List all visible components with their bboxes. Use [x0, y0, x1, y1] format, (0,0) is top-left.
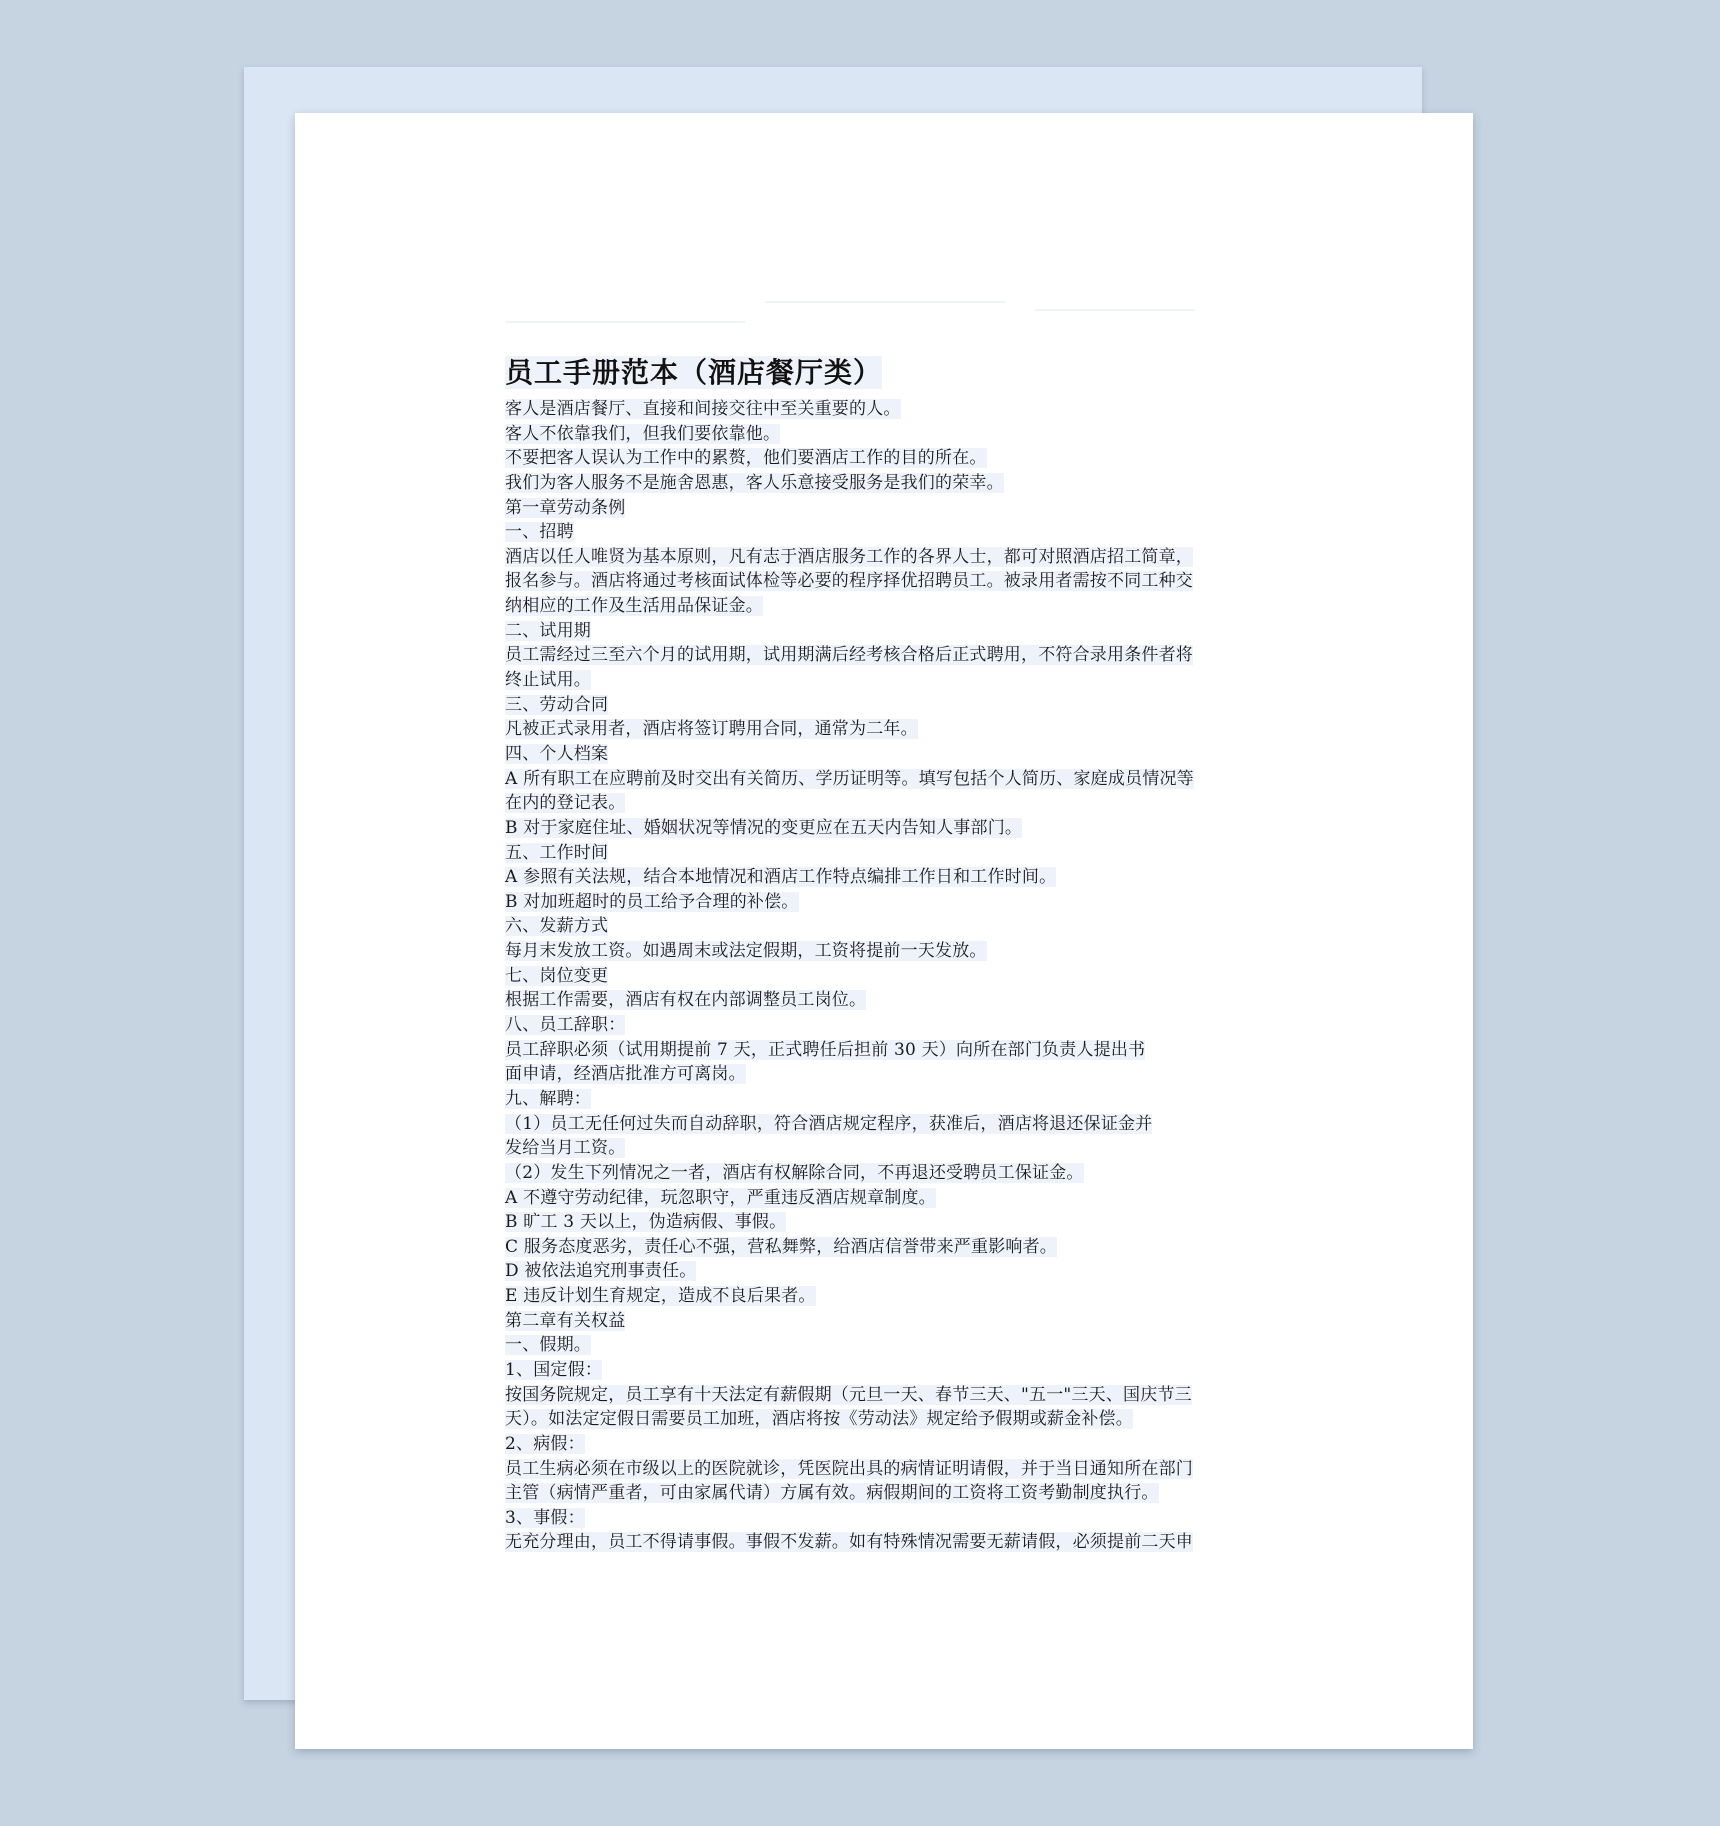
- document-line: 客人是酒店餐厅、直接和间接交往中至关重要的人。: [505, 399, 901, 419]
- document-line: B 对于家庭住址、婚姻状况等情况的变更应在五天内告知人事部门。: [505, 817, 1023, 838]
- document-line: A 参照有关法规，结合本地情况和酒店工作特点编排工作日和工作时间。: [505, 867, 1057, 888]
- document-line: 员工需经过三至六个月的试用期，试用期满后经考核合格后正式聘用，不符合录用条件者将: [505, 645, 1193, 666]
- document-line: 按国务院规定，员工享有十天法定有薪假期（元旦一天、春节三天、"五一"三天、国庆节三: [505, 1384, 1192, 1405]
- document-line: 五、工作时间: [505, 842, 609, 863]
- document-line: E 违反计划生育规定，造成不良后果者。: [505, 1286, 816, 1307]
- document-page: [295, 113, 1473, 1749]
- document-line: 天）。如法定定假日需要员工加班，酒店将按《劳动法》规定给予假期或薪金补偿。: [505, 1409, 1133, 1430]
- document-line: 凡被正式录用者，酒店将签订聘用合同，通常为二年。: [505, 719, 918, 740]
- document-line: 四、个人档案: [505, 743, 609, 764]
- document-line: 无充分理由，员工不得请事假。事假不发薪。如有特殊情况需要无薪请假，必须提前二天申: [505, 1532, 1193, 1553]
- document-line: 发给当月工资。: [505, 1138, 626, 1159]
- document-line: 七、岗位变更: [505, 965, 609, 986]
- document-line: 一、假期。: [505, 1335, 591, 1356]
- document-content: [505, 353, 1265, 1555]
- document-line: 第二章有关权益: [505, 1310, 626, 1331]
- document-line: 不要把客人误认为工作中的累赘，他们要酒店工作的目的所在。: [505, 448, 987, 469]
- document-line: D 被依法追究刑事责任。: [505, 1261, 697, 1282]
- faint-rule: [1035, 309, 1195, 311]
- document-line: 主管（病情严重者，可由家属代请）方属有效。病假期间的工资将工资考勤制度执行。: [505, 1483, 1159, 1504]
- document-line: 在内的登记表。: [505, 793, 626, 814]
- document-line: A 不遵守劳动纪律，玩忽职守，严重违反酒店规章制度。: [505, 1187, 936, 1208]
- document-line: 酒店以任人唯贤为基本原则，凡有志于酒店服务工作的各界人士，都可对照酒店招工简章，: [505, 546, 1193, 567]
- document-line: 客人不依靠我们，但我们要依靠他。: [505, 423, 781, 444]
- document-line: 纳相应的工作及生活用品保证金。: [505, 596, 763, 617]
- document-line: 员工生病必须在市级以上的医院就诊，凭医院出具的病情证明请假，并于当日通知所在部门: [505, 1458, 1193, 1479]
- document-line: B 对加班超时的员工给予合理的补偿。: [505, 891, 799, 912]
- document-line: 2、病假：: [505, 1433, 585, 1454]
- document-line: 一、招聘: [505, 522, 574, 543]
- document-line: 我们为客人服务不是施舍恩惠，客人乐意接受服务是我们的荣幸。: [505, 472, 1004, 493]
- document-line: 六、发薪方式: [505, 916, 609, 937]
- document-line: （1）员工无任何过失而自动辞职，符合酒店规定程序，获准后，酒店将退还保证金并: [505, 1113, 1153, 1134]
- document-line: 八、员工辞职：: [505, 1015, 626, 1036]
- document-line: 每月末发放工资。如遇周末或法定假期，工资将提前一天发放。: [505, 941, 987, 962]
- document-line: 二、试用期: [505, 620, 591, 641]
- faint-rule: [765, 301, 1005, 303]
- faint-rule: [505, 321, 745, 323]
- document-line: （2）发生下列情况之一者，酒店有权解除合同，不再退还受聘员工保证金。: [505, 1162, 1084, 1183]
- document-line: 1、国定假：: [505, 1359, 603, 1380]
- document-line: 第一章劳动条例: [505, 497, 626, 518]
- document-line: A 所有职工在应聘前及时交出有关简历、学历证明等。填写包括个人简历、家庭成员情况等: [505, 768, 1194, 789]
- document-line: 面申请，经酒店批准方可离岗。: [505, 1064, 746, 1085]
- document-line: B 旷工 3 天以上，伪造病假、事假。: [505, 1212, 787, 1233]
- document-line: 三、劳动合同: [505, 694, 609, 715]
- document-line: 员工辞职必须（试用期提前 7 天，正式聘任后担前 30 天）向所在部门负责人提出书: [505, 1039, 1146, 1060]
- document-line: 报名参与。酒店将通过考核面试体检等必要的程序择优招聘员工。被录用者需按不同工种交: [505, 571, 1193, 592]
- document-body: [505, 397, 1265, 1555]
- document-line: 九、解聘：: [505, 1088, 591, 1109]
- document-title: 员工手册范本（酒店餐厅类）: [505, 356, 883, 389]
- document-line: 3、事假：: [505, 1507, 585, 1528]
- document-line: C 服务态度恶劣，责任心不强，营私舞弊，给酒店信誉带来严重影响者。: [505, 1236, 1058, 1257]
- document-line: 终止试用。: [505, 670, 591, 691]
- document-line: 根据工作需要，酒店有权在内部调整员工岗位。: [505, 990, 867, 1011]
